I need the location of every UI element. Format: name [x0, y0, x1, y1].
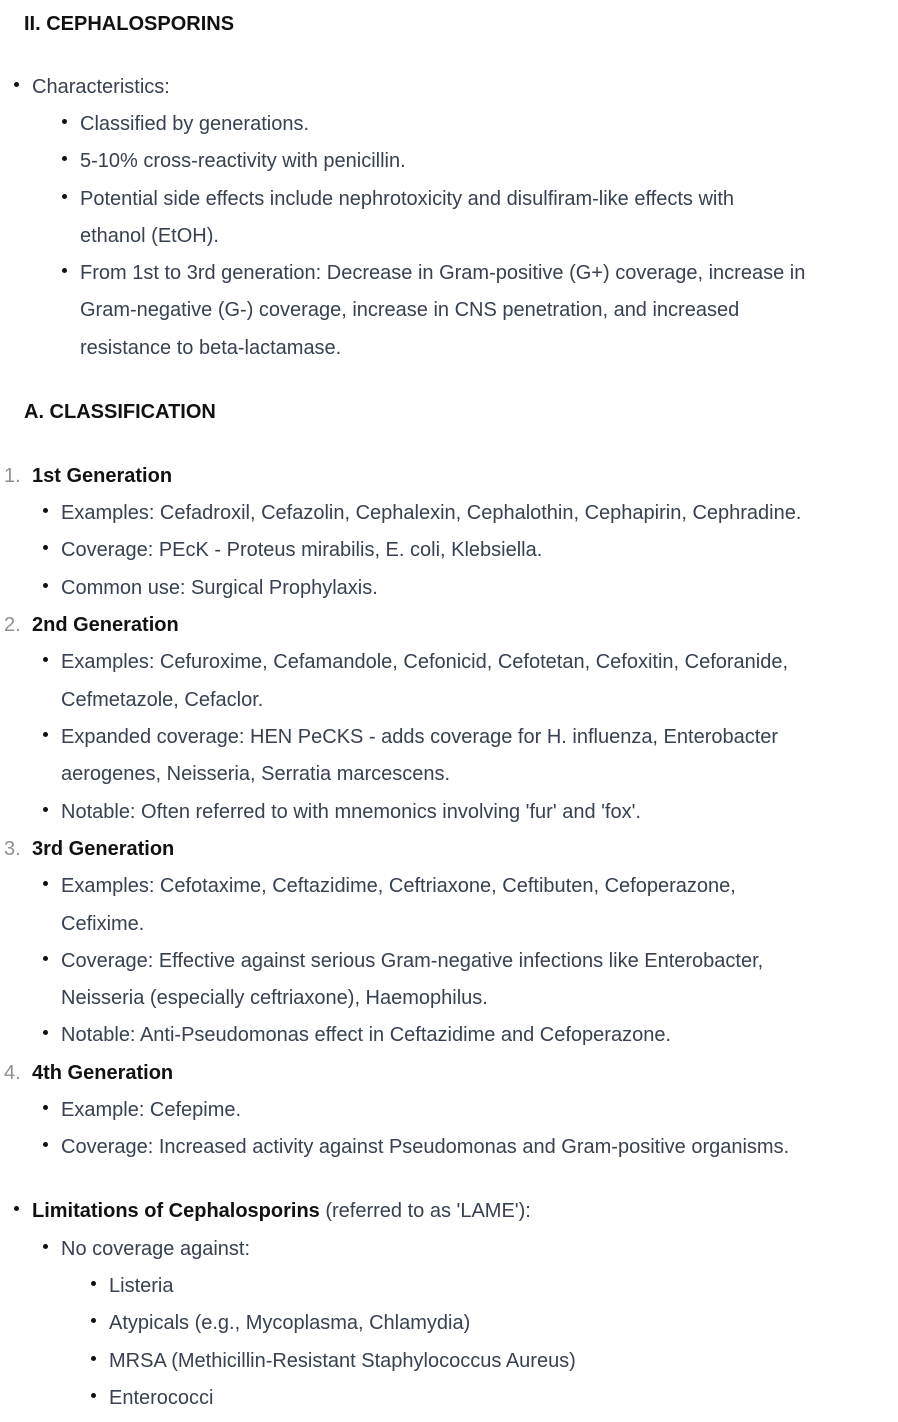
limitation-item: MRSA (Methicillin-Resistant Staphylococcus Aureus) — [109, 1350, 576, 1372]
generation-item-cont: Neisseria (especially ceftriaxone), Haemophilus. — [61, 987, 488, 1009]
bullet-icon — [43, 1244, 48, 1249]
bullet-icon — [62, 156, 67, 161]
list-number: 1. — [4, 465, 21, 487]
bullet-icon — [62, 268, 67, 273]
generation-item: Example: Cefepime. — [61, 1099, 242, 1121]
generation-item: Examples: Cefotaxime, Ceftazidime, Ceftriaxone, Ceftibuten, Cefoperazone, — [61, 875, 736, 897]
bullet-icon — [14, 82, 19, 87]
characteristic-item: Classified by generations. — [80, 113, 310, 135]
characteristic-item: Potential side effects include nephrotoxicity and disulfiram-like effects with — [80, 188, 735, 210]
bullet-icon — [43, 1142, 48, 1147]
generation-item: Notable: Anti-Pseudomonas effect in Ceftazidime and Cefoperazone. — [61, 1024, 671, 1046]
bullet-icon — [43, 807, 48, 812]
bullet-icon — [43, 1030, 48, 1035]
generation-item: Coverage: Effective against serious Gram-negative infections like Enterobacter, — [61, 950, 764, 972]
limitation-item: Atypicals (e.g., Mycoplasma, Chlamydia) — [109, 1312, 471, 1334]
generation-name: 1st Generation — [32, 465, 173, 487]
generation-item: Coverage: Increased activity against Pseudomonas and Gram-positive organisms. — [61, 1136, 790, 1158]
characteristics-label: Characteristics: — [32, 76, 170, 98]
bullet-icon — [43, 1105, 48, 1110]
limitations-heading — [32, 1193, 531, 1231]
characteristic-item: 5-10% cross-reactivity with penicillin. — [80, 150, 406, 172]
bullet-icon — [43, 732, 48, 737]
bullet-icon — [14, 1206, 19, 1211]
generation-name: 4th Generation — [32, 1062, 174, 1084]
characteristic-item: From 1st to 3rd generation: Decrease in Gram-positive (G+) coverage, increase in — [80, 262, 806, 284]
generation-item: Expanded coverage: HEN PeCKS - adds coverage for H. influenza, Enterobacter — [61, 726, 779, 748]
bullet-icon — [43, 657, 48, 662]
section-title: II. CEPHALOSPORINS — [24, 13, 235, 35]
bullet-icon — [91, 1393, 96, 1398]
limitations-bold: Limitations of Cephalosporins — [32, 1200, 320, 1222]
generation-name: 2nd Generation — [32, 614, 179, 636]
generation-item: Common use: Surgical Prophylaxis. — [61, 577, 378, 599]
characteristic-item-cont: Gram-negative (G-) coverage, increase in CNS penetration, and increased — [80, 299, 740, 321]
list-number: 4. — [4, 1062, 21, 1084]
bullet-icon — [43, 545, 48, 550]
limitations-rest: (referred to as 'LAME'): — [319, 1200, 531, 1222]
characteristic-item-cont: ethanol (EtOH). — [80, 225, 219, 247]
generation-item-cont: Cefmetazole, Cefaclor. — [61, 689, 264, 711]
generation-item: Examples: Cefadroxil, Cefazolin, Cephalexin, Cephalothin, Cephapirin, Cephradine. — [61, 502, 802, 524]
generation-item: Notable: Often referred to with mnemonics involving 'fur' and 'fox'. — [61, 801, 641, 823]
limitations-sub-label: No coverage against: — [61, 1238, 251, 1260]
bullet-icon — [62, 194, 67, 199]
classification-title: A. CLASSIFICATION — [24, 401, 216, 423]
generation-item: Examples: Cefuroxime, Cefamandole, Cefonicid, Cefotetan, Cefoxitin, Ceforanide, — [61, 651, 789, 673]
bullet-icon — [91, 1281, 96, 1286]
limitation-item: Enterococci — [109, 1387, 214, 1409]
generation-item-cont: aerogenes, Neisseria, Serratia marcescens. — [61, 763, 451, 785]
bullet-icon — [43, 583, 48, 588]
list-number: 3. — [4, 838, 21, 860]
bullet-icon — [91, 1318, 96, 1323]
generation-item-cont: Cefixime. — [61, 913, 145, 935]
bullet-icon — [43, 881, 48, 886]
list-number: 2. — [4, 614, 21, 636]
generation-name: 3rd Generation — [32, 838, 175, 860]
limitation-item: Listeria — [109, 1275, 174, 1297]
bullet-icon — [43, 508, 48, 513]
characteristic-item-cont: resistance to beta-lactamase. — [80, 337, 342, 359]
generation-item: Coverage: PEcK - Proteus mirabilis, E. coli, Klebsiella. — [61, 539, 543, 561]
bullet-icon — [91, 1356, 96, 1361]
bullet-icon — [62, 119, 67, 124]
bullet-icon — [43, 956, 48, 961]
